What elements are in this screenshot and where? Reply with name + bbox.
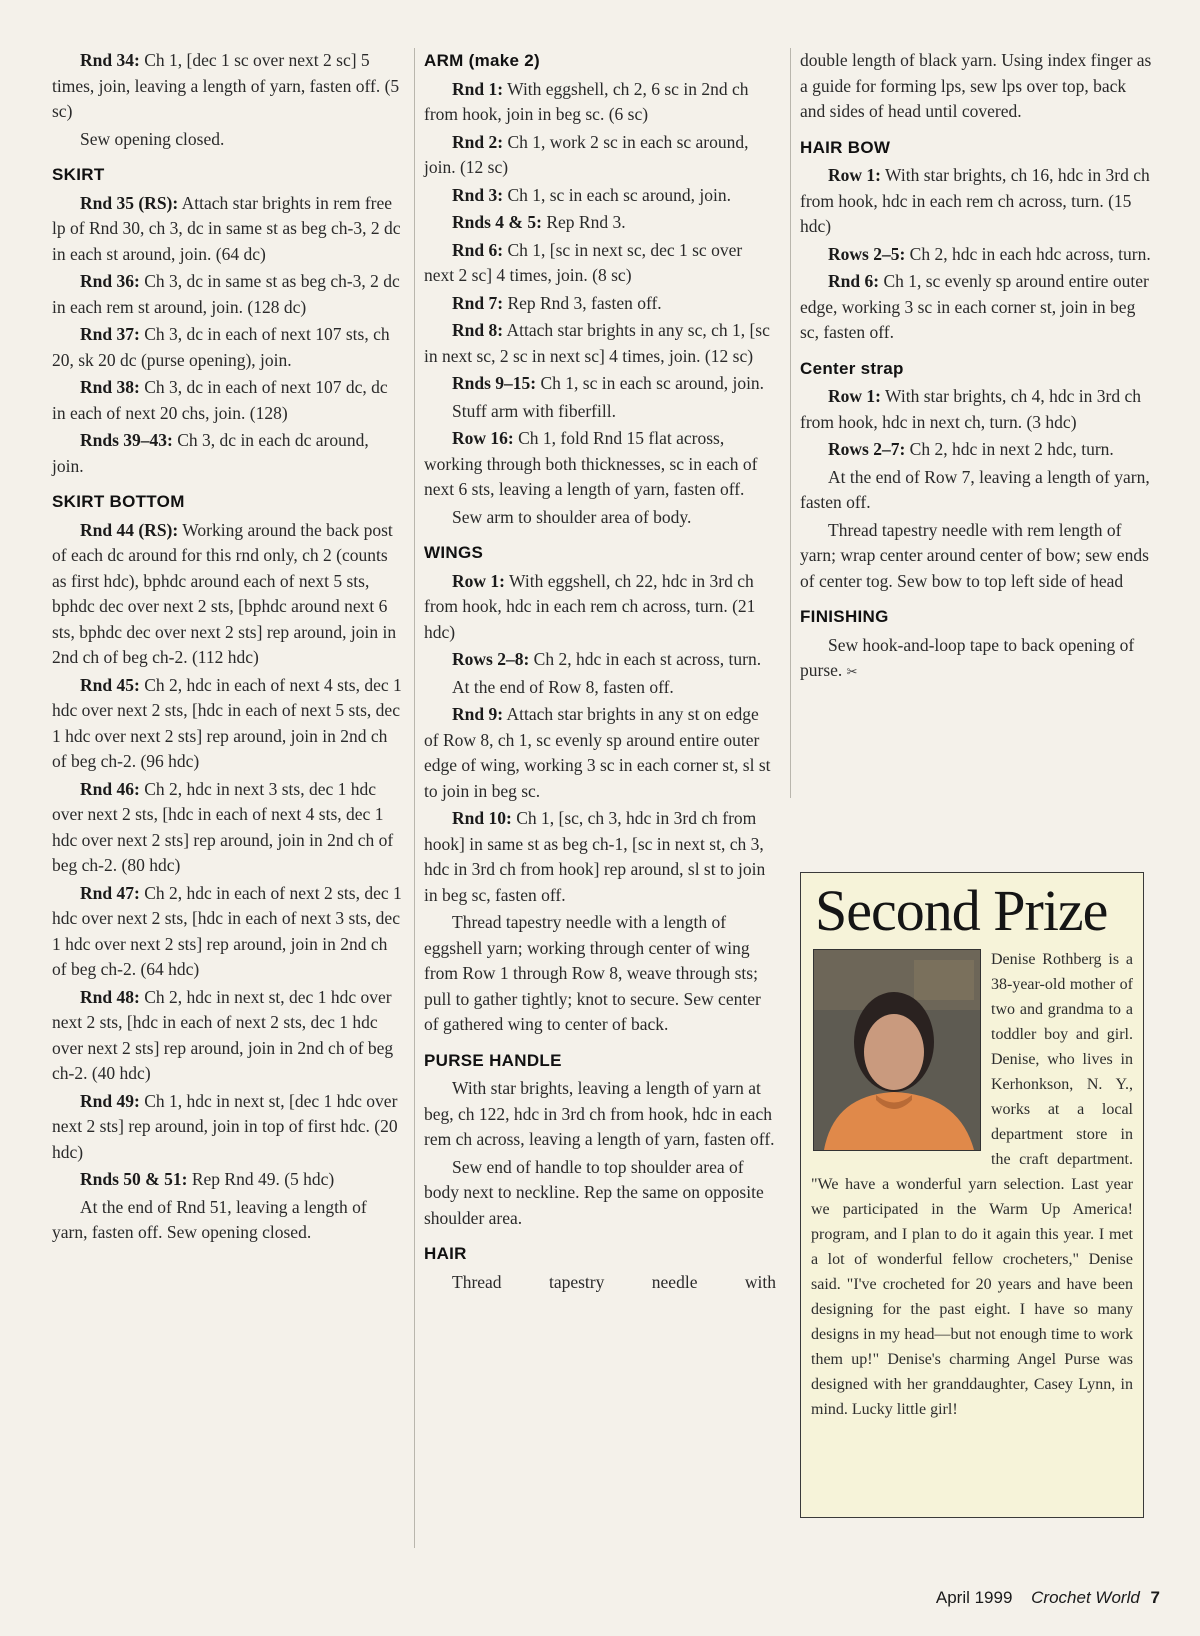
column-left [52,48,404,1248]
instruction-rnd-36: Rnd 36: Ch 3, dc in same st as beg ch-3, 2 dc in each rem st around, join. (128 dc) [52,271,400,317]
second-prize-title: Second Prize [815,878,1108,943]
hair-continued-text: double length of black yarn. Using index finger as a guide for forming lps, sew lps over top, back and sides of head until covered. [800,50,1152,121]
section-heading-skirt: SKIRT [52,165,105,184]
instruction-strap-rows-2-7: Rows 2–7: Ch 2, hdc in next 2 hdc, turn. [828,439,1114,459]
instruction-arm-rnds-9-15: Rnds 9–15: Ch 1, sc in each sc around, join. [452,373,765,393]
sew-handle-note: Sew end of handle to top shoulder area of body next to neckline. Rep the same on opposite shoulder area. [424,1156,764,1228]
instruction-arm-rnd-2: Rnd 2: Ch 1, work 2 sc in each sc around, join. (12 sc) [424,131,749,177]
instruction-rnd-37: Rnd 37: Ch 3, dc in each of next 107 sts, ch 20, sk 20 dc (purse opening), join. [52,324,390,370]
column-right [800,48,1152,687]
issue-date: April 1999 [935,1588,1013,1607]
instruction-rnd-34: Rnd 34: Ch 1, [dec 1 sc over next 2 sc] 5 times, join, leaving a length of yarn, fasten off. (5 sc) [52,50,400,121]
instruction-rnd-48: Rnd 48: Ch 2, hdc in next st, dec 1 hdc over next 2 sts, [hdc in each of next 2 sts, dec 1 hdc over next 2 sts] rep around, join in 2nd ch of beg ch-2. (40 hdc) [52,986,394,1083]
column-divider [414,48,415,1548]
sew-opening-note: Sew opening closed. [80,128,225,149]
instruction-arm-row-16: Row 16: Ch 1, fold Rnd 15 flat across, working through both thicknesses, sc in each of next 6 sts, leaving a length of yarn, fasten off. [424,428,758,499]
winner-photo-illustration [814,950,980,1150]
instruction-bow-rows-2-5: Rows 2–5: Ch 2, hdc in each hdc across, turn. [828,243,1151,264]
instruction-bow-rnd-6: Rnd 6: Ch 1, sc evenly sp around entire outer edge, working 3 sc in each corner st, join in beg sc, fasten off. [800,271,1149,342]
instruction-wings-rnd-9: Rnd 9: Attach star brights in any st on edge of Row 8, ch 1, sc evenly sp around entire outer edge of wing, working 3 sc in each corner st, sl st to join in beg sc. [424,704,771,801]
page-footer [936,1588,1160,1608]
column-divider [790,48,791,798]
thread-bow-note: Thread tapestry needle with rem length of yarn; wrap center around center of bow; sew ends of center tog. Sew bow to top left side of head [800,519,1149,591]
instruction-rnd-44: Rnd 44 (RS): Working around the back post of each dc around for this rnd only, ch 2 (counts as first hdc), bphdc around each of next 5 sts, bphdc dec over next 2 sts, [bphdc around next 6 sts, bphdc dec over next 2 sts] rep around, join in 2nd ch of beg ch-2. (112 hdc) [52,519,397,667]
instruction-strap-row-1: Row 1: With star brights, ch 4, hdc in 3rd ch from hook, hdc in next ch, turn. (3 hdc) [800,386,1141,432]
instruction-rnd-38: Rnd 38: Ch 3, dc in each of next 107 dc, dc in each of next 20 chs, join. (128) [52,377,388,423]
section-heading-hair-bow: HAIR BOW [800,137,891,157]
column-middle [424,48,776,1297]
purse-handle-text: With star brights, leaving a length of yarn at beg, ch 122, hdc in 3rd ch from hook, hdc in each rem ch across, leaving a length of yarn, fasten off. [424,1078,775,1149]
instruction-wings-row-1: Row 1: With eggshell, ch 22, hdc in 3rd ch from hook, hdc in each rem ch across, turn. (21 hdc) [424,570,756,642]
instruction-rnds-50-51: Rnds 50 & 51: Rep Rnd 49. (5 hdc) [80,1169,335,1189]
instruction-rnd-46: Rnd 46: Ch 2, hdc in next 3 sts, dec 1 hdc over next 2 sts, [hdc in each of next 4 sts, dec 1 hdc over next 2 sts] rep around, join in 2nd ch of beg ch-2. (80 hdc) [52,778,394,875]
instruction-arm-rnd-8: Rnd 8: Attach star brights in any sc, ch 1, [sc in next sc, 2 sc in next sc] 4 times, join. (12 sc) [424,320,770,366]
section-heading-purse-handle: PURSE HANDLE [424,1050,562,1070]
section-heading-arm: ARM (make 2) [424,51,541,70]
instruction-rnd-45: Rnd 45: Ch 2, hdc in each of next 4 sts, dec 1 hdc over next 2 sts, [hdc in each of next 5 sts, dec 1 hdc over next 2 sts] rep around, join in 2nd ch of beg ch-2. (96 hdc) [52,674,402,771]
end-row-7-note: At the end of Row 7, leaving a length of yarn, fasten off. [800,466,1150,512]
instruction-wings-rows-2-8: Rows 2–8: Ch 2, hdc in each st across, turn. [452,649,762,669]
instruction-arm-rnd-3: Rnd 3: Ch 1, sc in each sc around, join. [452,184,731,205]
second-prize-text: Denise Rothberg is a 38-year-old mother of two and grandma to a toddler boy and girl. Denise, who lives in Kerhonkson, N. Y., works at a local department store in the craft department. "We have a wonderful yarn selection. Last year we participated in the Warm Up America! program, and I plan to do it again this year. I met a lot of wonderful fellow crocheters," Denise said. "I've crocheted for 20 years and have been designing for the past eight. I have so many designs in my head—but not enough time to work them up!" Denise's charming Angel Purse was designed with her granddaughter, Casey Lynn, in mind. Lucky little girl! [811,951,1133,1418]
section-heading-finishing: FINISHING [800,607,889,626]
instruction-rnd-35: Rnd 35 (RS): Attach star brights in rem free lp of Rnd 30, ch 3, dc in same st as beg ch-3, 2 dc in each st around, join. (64 dc) [52,192,401,264]
instruction-rnds-39-43: Rnds 39–43: Ch 3, dc in each dc around, join. [52,430,369,476]
winner-photo [813,949,981,1151]
hair-text: Thread tapestry needle with [452,1271,776,1292]
sew-arm-note: Sew arm to shoulder area of body. [452,506,692,527]
section-heading-center-strap: Center strap [800,358,904,378]
finishing-text: Sew hook-and-loop tape to back opening of purse. ✂ [800,634,1135,680]
magazine-name: Crochet World [1031,1588,1140,1607]
end-row-8-note: At the end of Row 8, fasten off. [452,676,674,697]
end-rnd-51-note: At the end of Rnd 51, leaving a length of yarn, fasten off. Sew opening closed. [52,1196,367,1242]
instruction-wings-rnd-10: Rnd 10: Ch 1, [sc, ch 3, hdc in 3rd ch from hook] in same st as beg ch-1, [sc in next st, ch 3, hdc in 3rd ch from hook] rep around, sl st to join in beg sc, fasten off. [424,808,766,905]
instruction-bow-row-1: Row 1: With star brights, ch 16, hdc in 3rd ch from hook, hdc in each rem ch across, turn. (15 hdc) [800,165,1150,236]
section-heading-hair: HAIR [424,1244,467,1263]
section-heading-wings: WINGS [424,543,484,562]
stuff-arm-note: Stuff arm with fiberfill. [452,400,616,421]
instruction-arm-rnd-1: Rnd 1: With eggshell, ch 2, 6 sc in 2nd ch from hook, join in beg sc. (6 sc) [424,78,749,124]
scissors-end-icon: ✂ [846,664,858,679]
instruction-arm-rnd-6: Rnd 6: Ch 1, [sc in next sc, dec 1 sc over next 2 sc] 4 times, join. (8 sc) [424,239,743,285]
instruction-arm-rnds-4-5: Rnds 4 & 5: Rep Rnd 3. [452,212,626,232]
second-prize-box [800,872,1144,1518]
section-heading-skirt-bottom: SKIRT BOTTOM [52,492,185,511]
instruction-arm-rnd-7: Rnd 7: Rep Rnd 3, fasten off. [452,292,662,313]
instruction-rnd-47: Rnd 47: Ch 2, hdc in each of next 2 sts, dec 1 hdc over next 2 sts, [hdc in each of next 3 sts, dec 1 hdc over next 2 sts] rep around, join in 2nd ch of beg ch-2. (64 hdc) [52,882,402,979]
thread-wing-note: Thread tapestry needle with a length of eggshell yarn; working through center of wing from Row 1 through Row 8, weave through sts; pull to gather tightly; knot to secure. Sew center of gathered wing to center of back. [424,912,761,1034]
instruction-rnd-49: Rnd 49: Ch 1, hdc in next st, [dec 1 hdc over next 2 sts] rep around, join in top of first hdc. (20 hdc) [52,1090,398,1162]
page-number: 7 [1150,1588,1160,1607]
